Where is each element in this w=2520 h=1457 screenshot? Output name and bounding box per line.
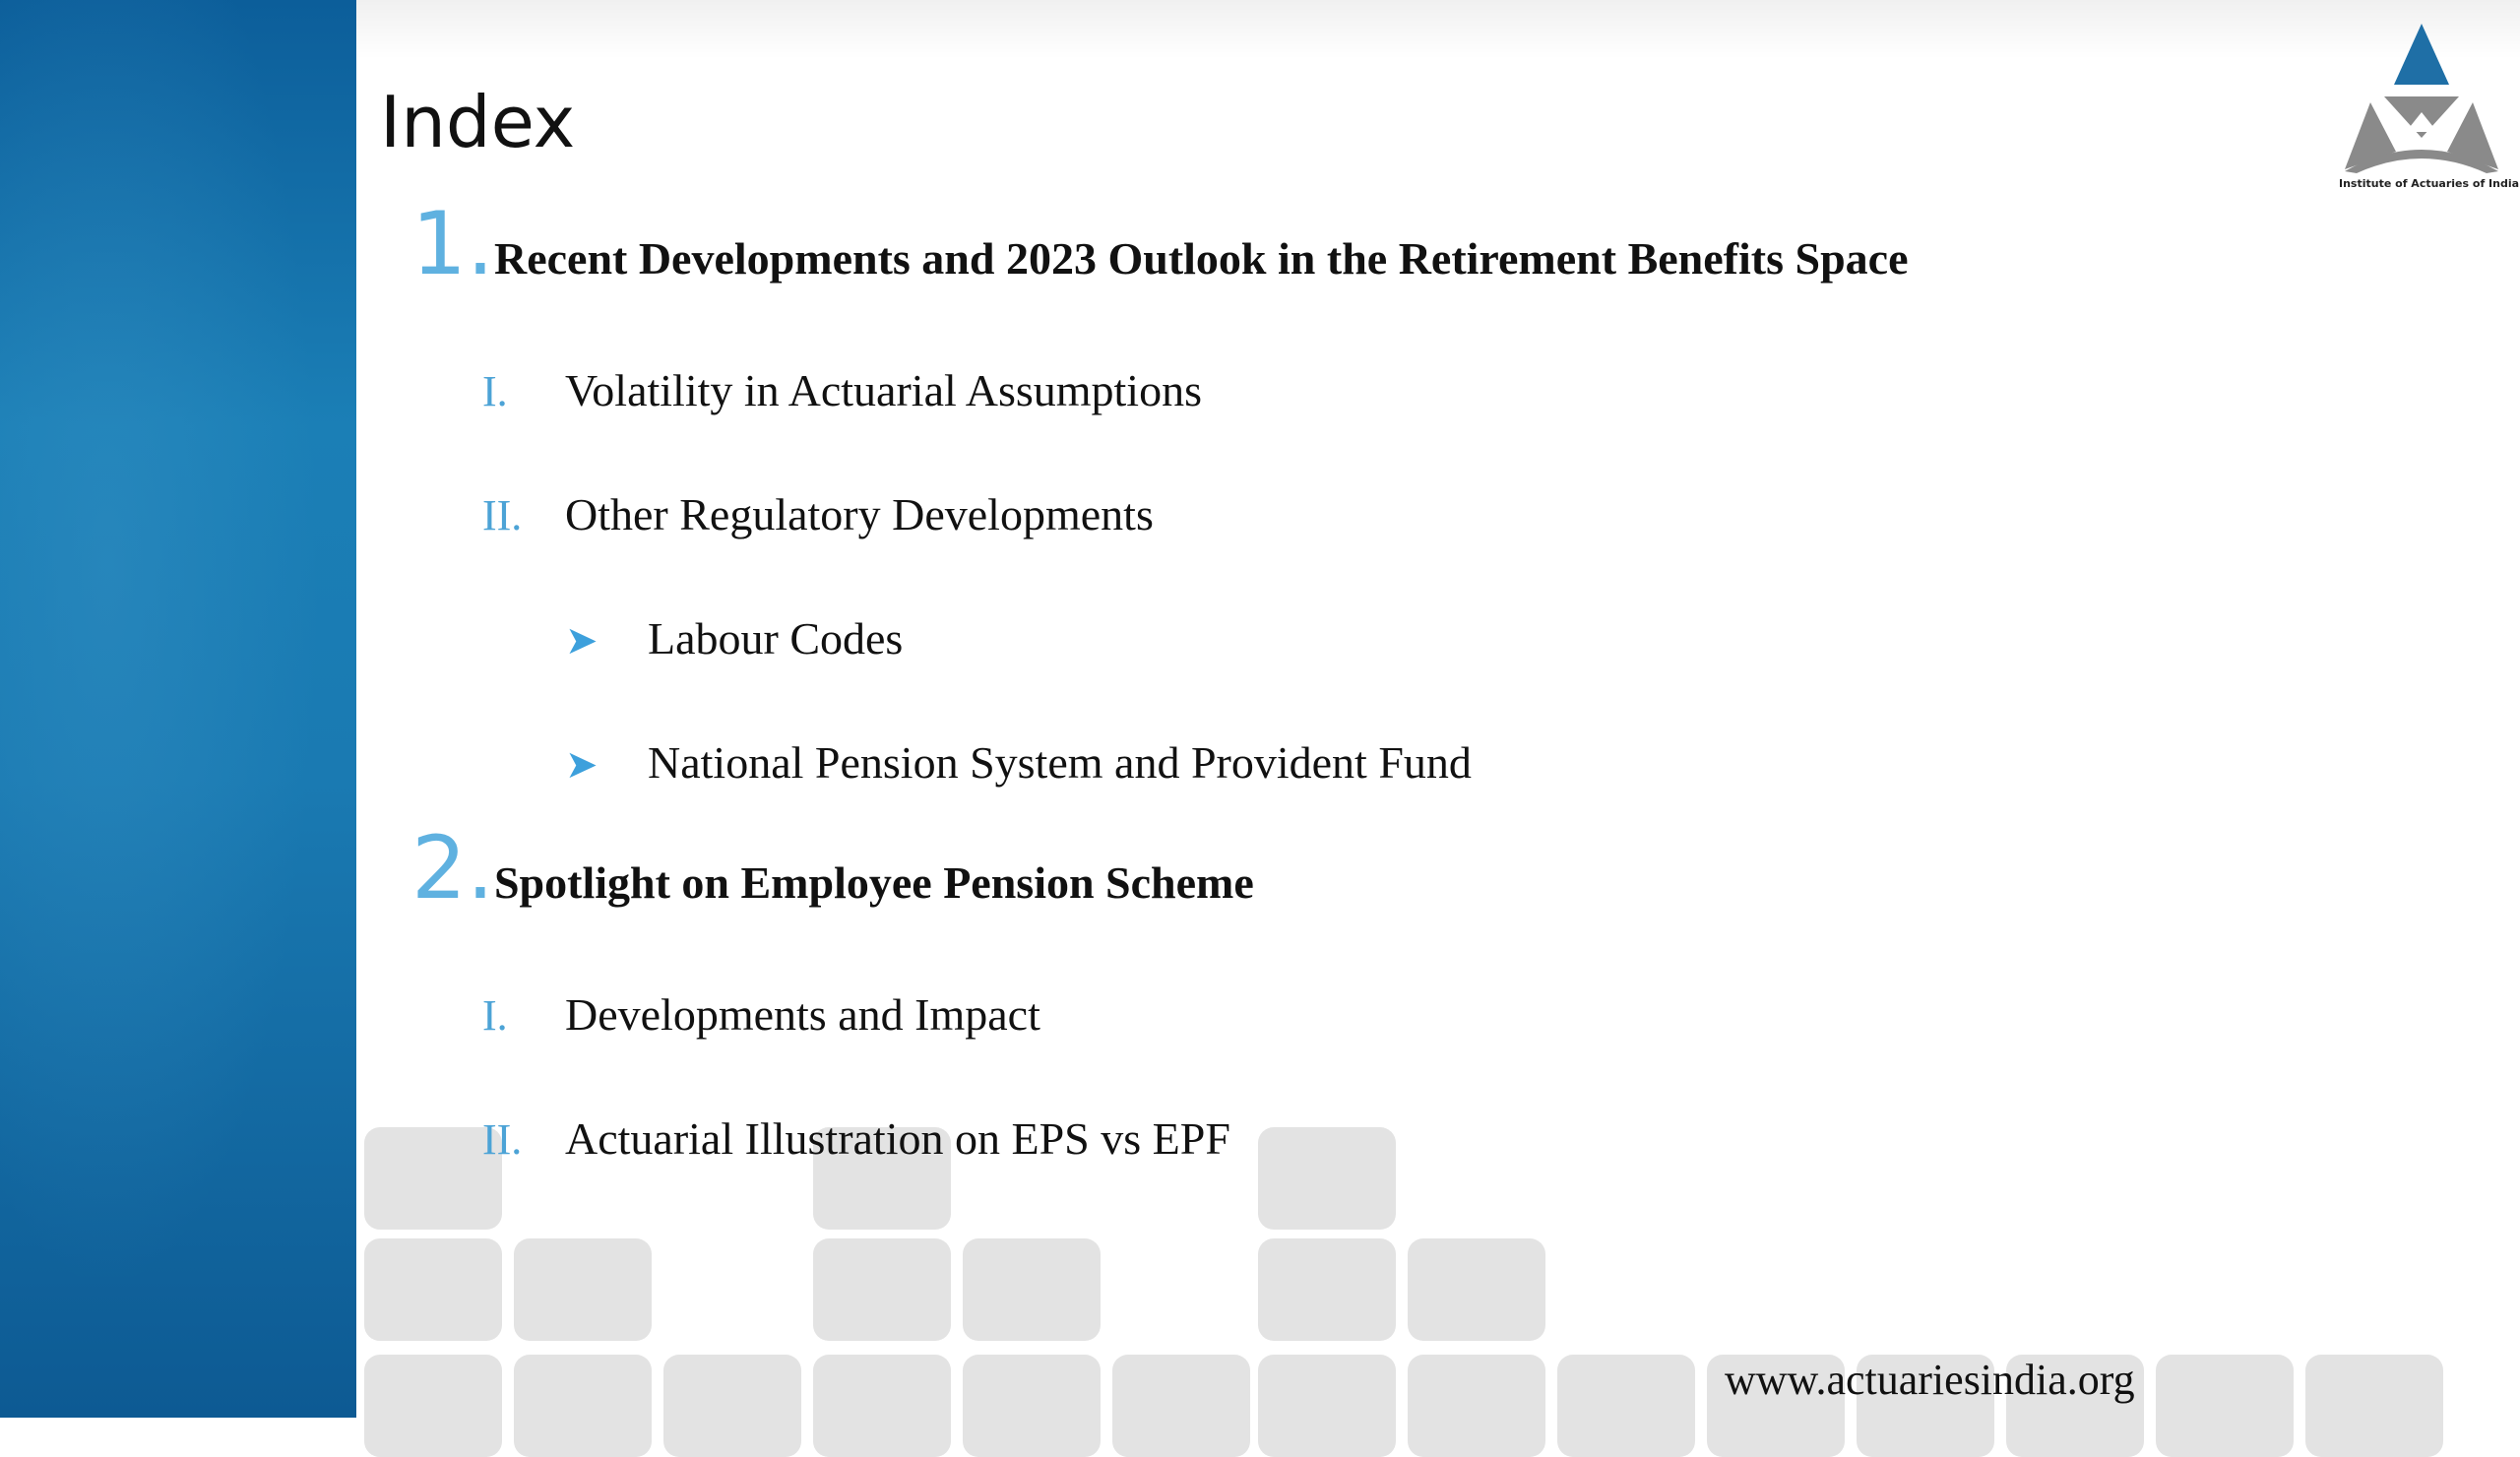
bg-tile xyxy=(364,1127,502,1230)
roman-marker: I. xyxy=(482,991,508,1040)
section-number: 2. xyxy=(411,817,494,919)
arrow-bullet-icon: ➤ xyxy=(565,742,598,788)
section-1-heading xyxy=(411,193,1909,294)
arrow-bullet-icon: ➤ xyxy=(565,618,598,664)
institute-logo-icon xyxy=(2339,22,2520,195)
bg-tile xyxy=(514,1355,652,1457)
sub-list-item-text: National Pension System and Provident Fund xyxy=(648,737,1472,788)
list-item-text: Developments and Impact xyxy=(565,989,1040,1040)
list-item-text: Other Regulatory Developments xyxy=(565,489,1154,539)
bg-tile xyxy=(1557,1355,1695,1457)
bg-tile xyxy=(963,1355,1101,1457)
section-2-heading xyxy=(411,817,1254,919)
slide-title: Index xyxy=(380,81,576,163)
logo-caption: Institute of Actuaries of India xyxy=(2339,177,2520,190)
sub-list-item xyxy=(565,612,903,665)
roman-marker: II. xyxy=(482,491,523,539)
sub-list-item-text: Labour Codes xyxy=(648,613,904,664)
list-item xyxy=(482,988,1040,1041)
bg-tile xyxy=(963,1238,1101,1341)
bg-tile xyxy=(364,1238,502,1341)
list-item xyxy=(482,1112,1230,1165)
bg-tile xyxy=(2305,1355,2443,1457)
bg-tile xyxy=(1258,1355,1396,1457)
list-item xyxy=(482,364,1202,416)
list-item xyxy=(482,488,1154,540)
bg-tile xyxy=(813,1238,951,1341)
sub-list-item xyxy=(565,736,1472,789)
bg-tile xyxy=(1408,1238,1545,1341)
footer-url: www.actuariesindia.org xyxy=(1725,1356,2135,1404)
list-item-text: Actuarial Illustration on EPS vs EPF xyxy=(565,1113,1230,1164)
list-item-text: Volatility in Actuarial Assumptions xyxy=(565,365,1202,415)
roman-marker: II. xyxy=(482,1115,523,1164)
section-heading-text: Spotlight on Employee Pension Scheme xyxy=(493,857,1254,908)
bg-tile xyxy=(663,1355,801,1457)
bg-tile xyxy=(1258,1127,1396,1230)
bg-tile xyxy=(1112,1355,1250,1457)
top-shadow xyxy=(356,0,2520,59)
bg-tile xyxy=(813,1355,951,1457)
bg-tile xyxy=(364,1355,502,1457)
sidebar-decoration xyxy=(0,0,356,1418)
bg-tile xyxy=(1408,1355,1545,1457)
roman-marker: I. xyxy=(482,367,508,415)
bg-tile xyxy=(2156,1355,2294,1457)
bg-tile xyxy=(514,1238,652,1341)
section-heading-text: Recent Developments and 2023 Outlook in the Retirement Benefits Space xyxy=(493,233,1909,284)
bg-tile xyxy=(1258,1238,1396,1341)
section-number: 1. xyxy=(411,193,494,294)
